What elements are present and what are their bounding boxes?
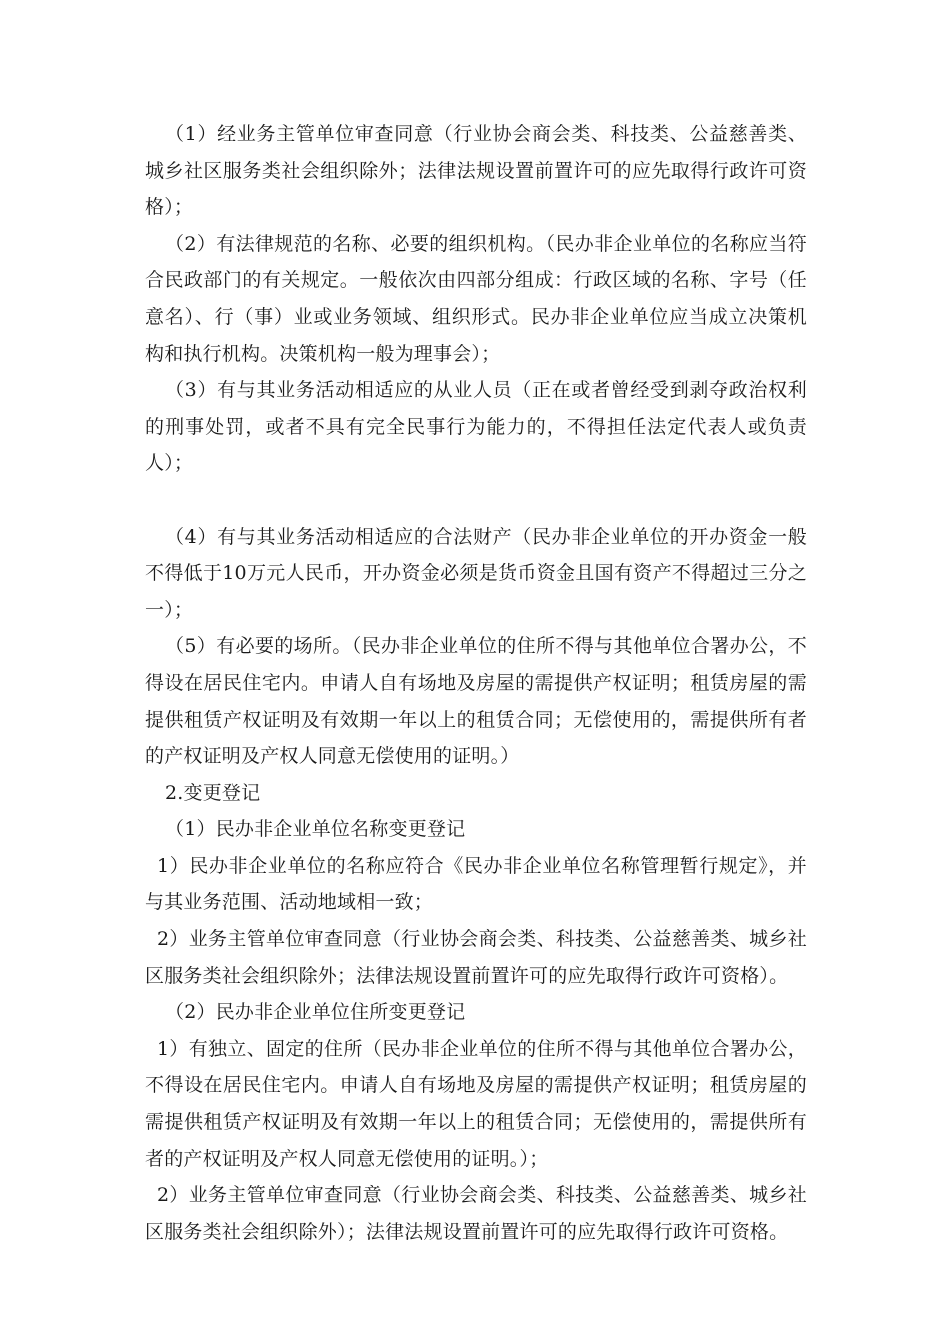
paragraph-condition-2: （2）有法律规范的名称、必要的组织机构。（民办非企业单位的名称应当符合民政部门的有关规定。一般依次由四部分组成：行政区域的名称、字号（任意名）、行（事）业或业务领域、组织形式。民办非企业单位应当成立决策机构和执行机构。决策机构一般为理事会）； <box>145 232 807 365</box>
subheading-name-change: （1）民办非企业单位名称变更登记 <box>165 818 466 841</box>
paragraph-name-change-1: 1）民办非企业单位的名称应符合《民办非企业单位名称管理暂行规定》，并与其业务范围、活动地域相一致； <box>145 854 807 914</box>
paragraph-name-change-2: 2）业务主管单位审查同意（行业协会商会类、科技类、公益慈善类、城乡社区服务类社会组织除外；法律法规设置前置许可的应先取得行政许可资格）。 <box>145 928 807 987</box>
paragraph-condition-1: （1）经业务主管单位审查同意（行业协会商会类、科技类、公益慈善类、城乡社区服务类社会组织除外；法律法规设置前置许可的应先取得行政许可资格）； <box>145 123 807 219</box>
paragraph-condition-3: （3）有与其业务活动相适应的从业人员（正在或者曾经受到剥夺政治权利的刑事处罚，或者不具有完全民事行为能力的，不得担任法定代表人或负责人）； <box>145 379 807 475</box>
subheading-address-change: （2）民办非企业单位住所变更登记 <box>165 1001 466 1024</box>
document-page <box>145 116 807 1250</box>
paragraph-address-change-2: 2）业务主管单位审查同意（行业协会商会类、科技类、公益慈善类、城乡社区服务类社会组织除外）；法律法规设置前置许可的应先取得行政许可资格。 <box>145 1184 807 1243</box>
blank-line <box>145 482 807 519</box>
section-heading-change-registration: 2.变更登记 <box>165 781 261 804</box>
paragraph-condition-5: （5）有必要的场所。（民办非企业单位的住所不得与其他单位合署办公，不得设在居民住宅内。申请人自有场地及房屋的需提供产权证明；租赁房屋的需提供租赁产权证明及有效期一年以上的租赁合同；无偿使用的，需提供所有者的产权证明及产权人同意无偿使用的证明。） <box>145 635 807 768</box>
paragraph-address-change-1: 1）有独立、固定的住所（民办非企业单位的住所不得与其他单位合署办公，不得设在居民住宅内。申请人自有场地及房屋的需提供产权证明；租赁房屋的需提供租赁产权证明及有效期一年以上的租赁合同；无偿使用的，需提供所有者的产权证明及产权人同意无偿使用的证明。）； <box>145 1037 807 1170</box>
paragraph-condition-4: （4）有与其业务活动相适应的合法财产（民办非企业单位的开办资金一般不得低于10万元人民币，开办资金必须是货币资金且国有资产不得超过三分之一）； <box>145 525 807 621</box>
